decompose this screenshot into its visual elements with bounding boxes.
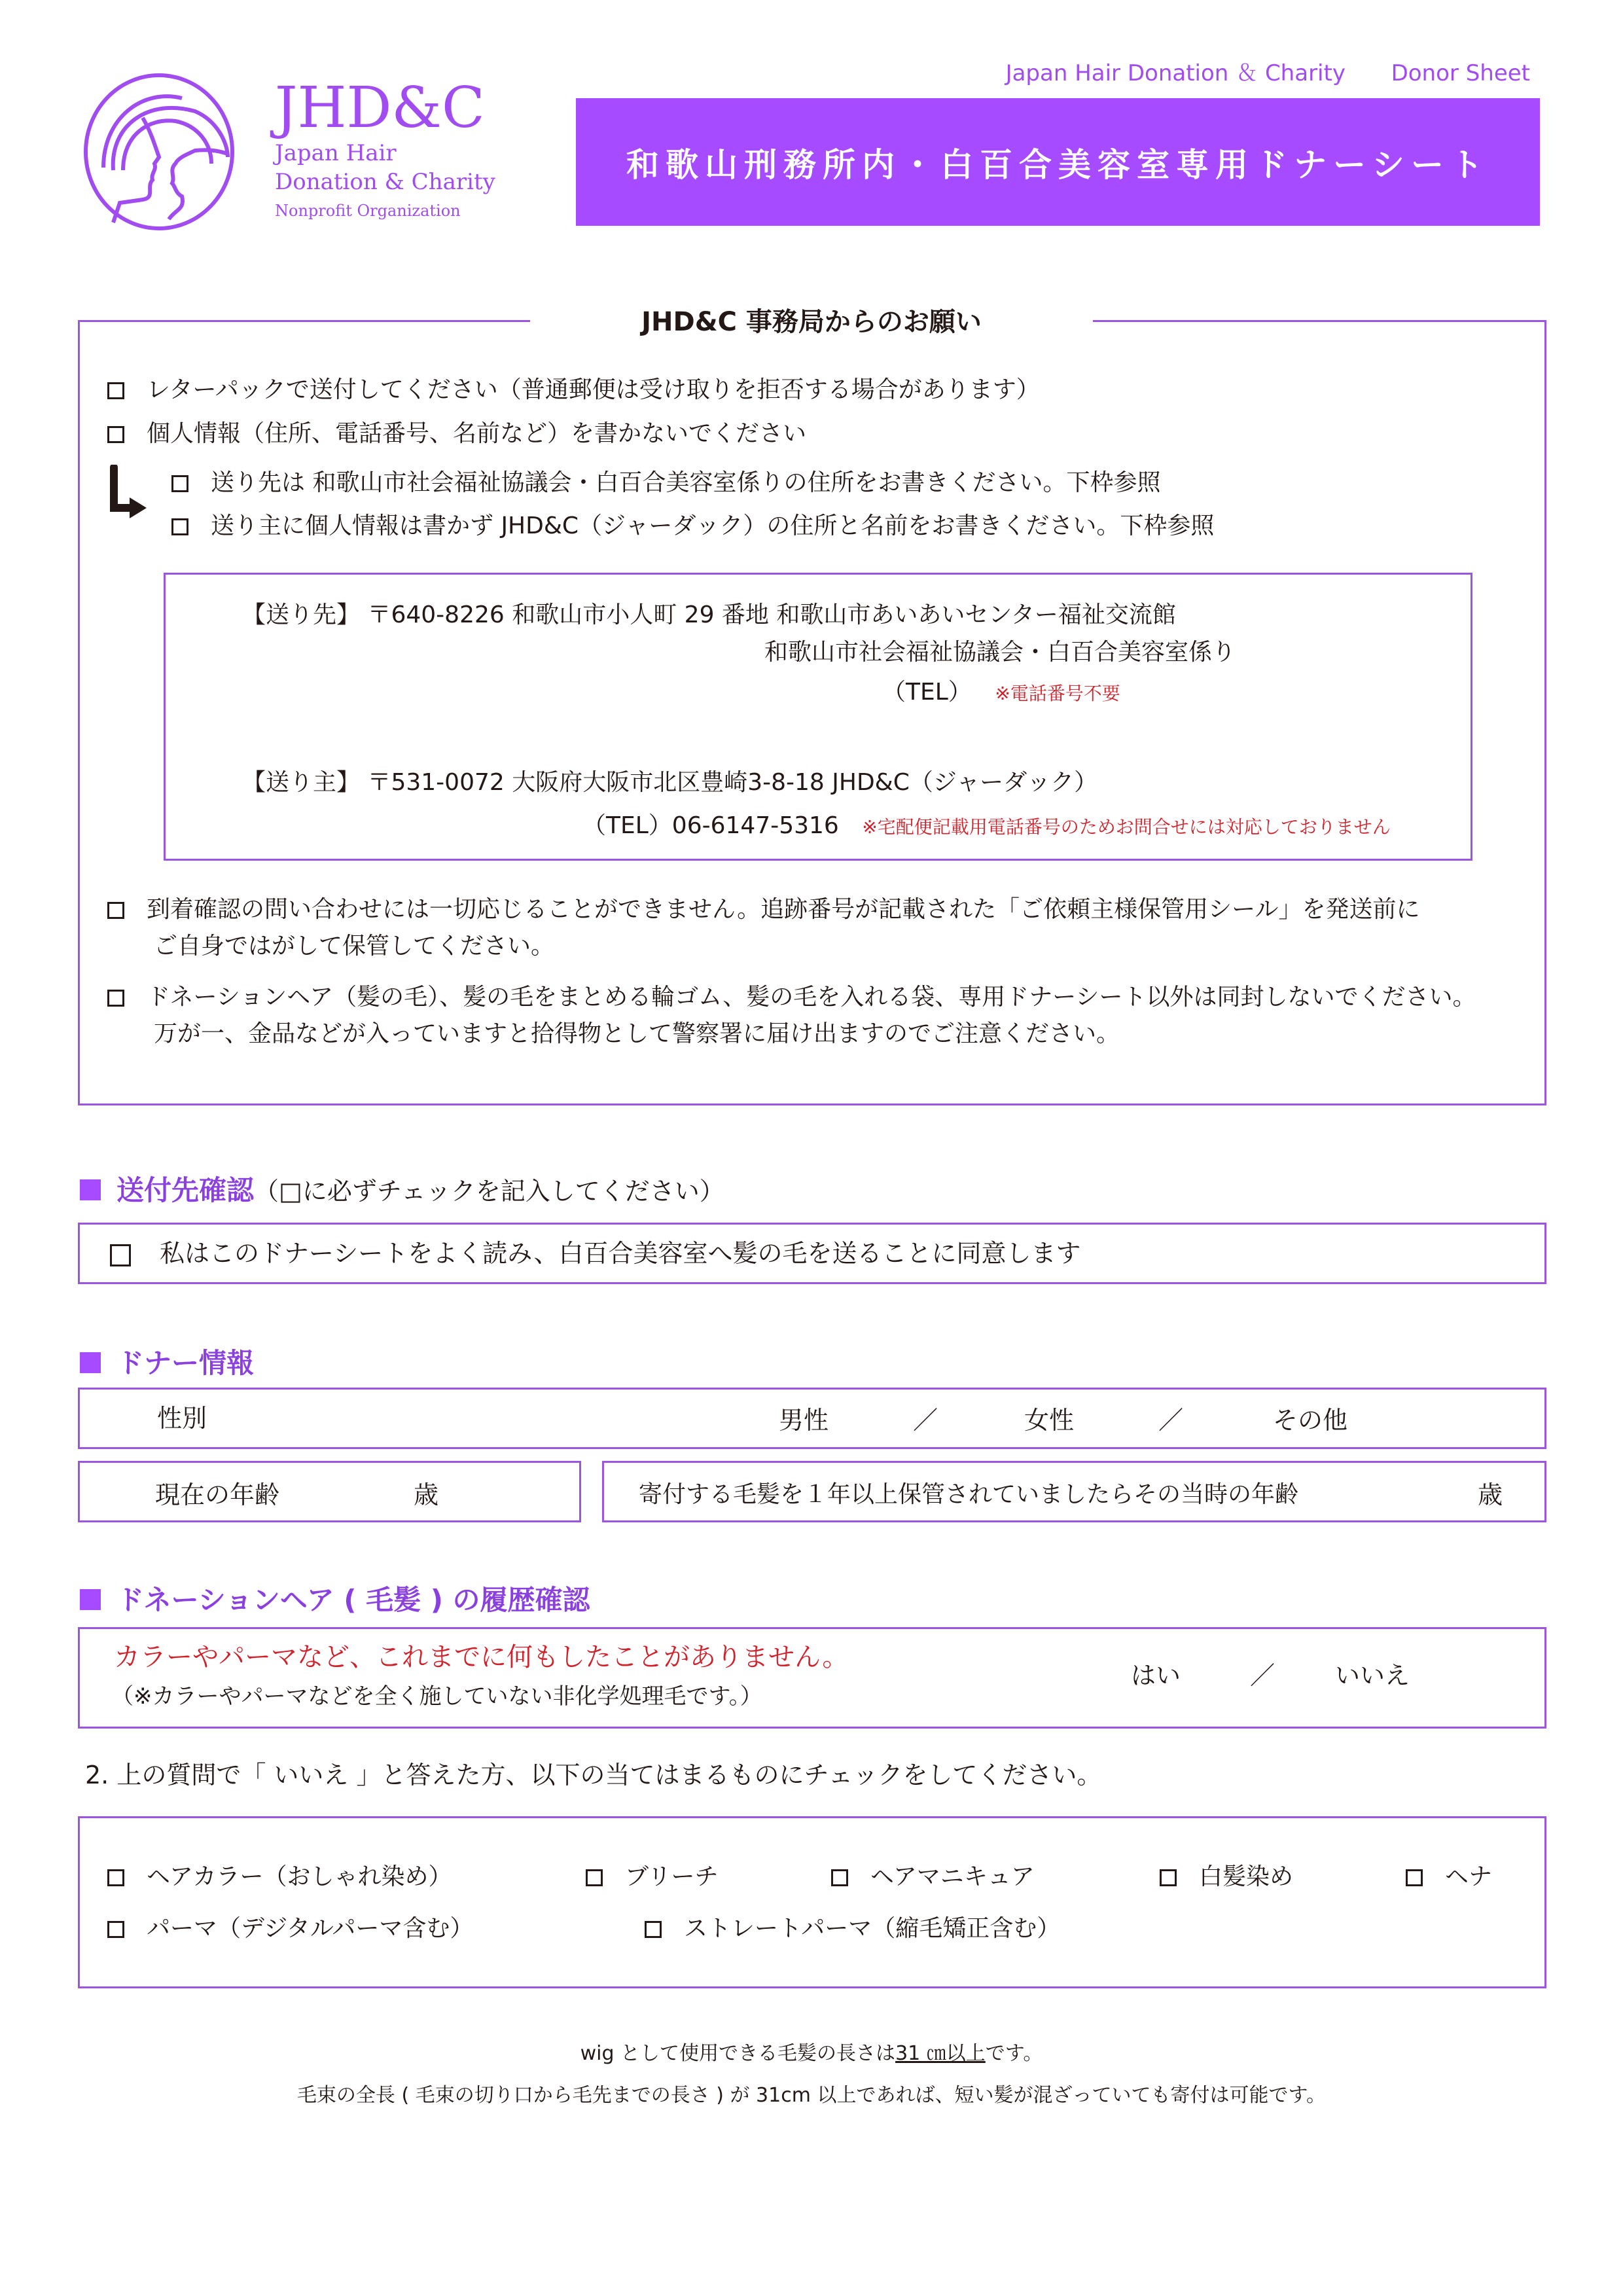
- treatment-options-box: [78, 1816, 1546, 1988]
- from-label: 【送り主】: [242, 769, 361, 796]
- option-hair-color[interactable]: [107, 1863, 452, 1891]
- notice-subitem-1: [171, 469, 1160, 497]
- gender-option-female[interactable]: 女性: [1024, 1406, 1075, 1435]
- logo: [77, 72, 516, 229]
- footer-text: です。: [985, 2042, 1043, 2065]
- option-gray-dye[interactable]: [1160, 1863, 1293, 1891]
- logo-abbr: JHD&C: [275, 75, 485, 141]
- page-title: 和歌山刑務所内・白百合美容室専用ドナーシート: [626, 145, 1489, 184]
- square-bullet-icon: [80, 1352, 101, 1373]
- footer-line-1: [0, 2037, 1623, 2066]
- option-label: ストレートパーマ（縮毛矯正含む）: [684, 1915, 1061, 1942]
- header-tagline: [1006, 55, 1530, 87]
- to-tel-note: ※電話番号不要: [995, 683, 1120, 704]
- option-straight-perm[interactable]: [645, 1914, 1060, 1943]
- notice-item-4-cont: 万が一、金品などが入っていますと拾得物として警察署に届け出ますのでご注意ください。: [154, 1020, 1120, 1047]
- history-separator: ／: [1250, 1661, 1275, 1690]
- checkbox[interactable]: [107, 382, 124, 399]
- option-label: ヘナ: [1445, 1863, 1493, 1890]
- option-label: パーマ（デジタルパーマ含む）: [147, 1915, 474, 1942]
- consent-checkbox-row: [110, 1239, 1081, 1269]
- square-bullet-icon: [80, 1589, 101, 1610]
- to-line1: 〒640-8226 和歌山市小人町 29 番地 和歌山市あいあいセンター福祉交流館: [367, 601, 1176, 628]
- gender-option-other[interactable]: その他: [1273, 1406, 1348, 1435]
- notice-item-text: レターパックで送付してください（普通郵便は受け取りを拒否する場合があります）: [147, 376, 1040, 403]
- gender-option-male[interactable]: 男性: [779, 1406, 829, 1435]
- to-tel: [882, 678, 1120, 706]
- history-heading: [80, 1579, 590, 1618]
- option-label: 白髪染め: [1199, 1863, 1294, 1890]
- footer-line-2: 毛束の全長 ( 毛束の切り口から毛先までの長さ ) が 31cm 以上であれば、短い髪が混ざっていても寄付は可能です。: [296, 2084, 1327, 2107]
- to-label: 【送り先】: [242, 601, 361, 628]
- confirm-title: 送付先確認: [116, 1174, 255, 1206]
- current-age-label: 現在の年齢: [155, 1480, 280, 1509]
- jhdc-logo-icon: [77, 72, 241, 236]
- gender-label: 性別: [157, 1404, 207, 1433]
- logo-line2: Donation & Charity: [275, 169, 495, 195]
- checkbox[interactable]: [107, 990, 124, 1007]
- consent-statement: 私はこのドナーシートをよく読み、白百合美容室へ髪の毛を送ることに同意します: [160, 1239, 1081, 1268]
- history-note: （※カラーやパーマなどを全く施していない非化学処理毛です。）: [111, 1683, 762, 1710]
- option-label: ブリーチ: [625, 1863, 719, 1890]
- notice-item-text: ドネーションヘア（髪の毛）、髪の毛をまとめる輪ゴム、髪の毛を入れる袋、専用ドナーシート以外は同封しないでください。: [147, 984, 1476, 1011]
- from-line1: 〒531-0072 大阪府大阪市北区豊崎3-8-18 JHD&C（ジャーダック）: [367, 769, 1098, 796]
- option-hair-manicure[interactable]: [831, 1863, 1035, 1891]
- from-tel-number: （TEL）06-6147-5316: [582, 812, 839, 839]
- checkbox[interactable]: [107, 902, 124, 919]
- checkbox[interactable]: [107, 426, 124, 443]
- checkbox[interactable]: [1160, 1869, 1177, 1886]
- option-henna[interactable]: [1406, 1863, 1492, 1891]
- history-title: ドネーションヘア ( 毛髪 ) の履歴確認: [116, 1584, 590, 1616]
- consent-checkbox[interactable]: [110, 1244, 131, 1266]
- current-age-box[interactable]: [78, 1461, 581, 1522]
- checkbox[interactable]: [171, 475, 188, 492]
- stored-age-label: 寄付する毛髪を１年以上保管されていましたらその当時の年齢: [639, 1481, 1299, 1508]
- notice-item-3: [107, 895, 1419, 924]
- current-age-unit: 歳: [414, 1480, 439, 1509]
- arrow-turn-right-icon: [109, 465, 148, 524]
- to-tel-label: （TEL）: [882, 679, 972, 706]
- checkbox[interactable]: [586, 1869, 603, 1886]
- title-banner: [576, 98, 1540, 226]
- checkbox[interactable]: [171, 518, 188, 535]
- from-address-line1: [242, 768, 1097, 797]
- notice-title-text: JHD&C 事務局からのお願い: [641, 307, 982, 337]
- notice-item-text: 個人情報（住所、電話番号、名前など）を書かないでください: [147, 420, 807, 447]
- donor-title: ドナー情報: [116, 1347, 255, 1379]
- notice-subitem-2: [171, 512, 1214, 540]
- notice-title: [530, 301, 1093, 338]
- footer-length-emphasis: 31 ㎝以上: [895, 2042, 986, 2065]
- notice-item-1: [107, 376, 1040, 404]
- notice-item-2: [107, 420, 806, 448]
- square-bullet-icon: [80, 1179, 101, 1200]
- donor-sheet-label: Donor Sheet: [1391, 60, 1530, 86]
- option-label: ヘアカラー（おしゃれ染め）: [147, 1863, 452, 1890]
- from-tel-note: ※宅配便記載用電話番号のためお問合せには対応しておりません: [862, 816, 1391, 838]
- confirm-subtitle: （□に必ずチェックを記入してください）: [254, 1177, 724, 1206]
- checkbox[interactable]: [107, 1869, 124, 1886]
- notice-subitem-text: 送り先は 和歌山市社会福祉協議会・白百合美容室係りの住所をお書きください。下枠参照: [211, 469, 1161, 496]
- option-label: ヘアマニキュア: [870, 1863, 1035, 1890]
- gender-separator: ／: [913, 1406, 938, 1435]
- confirm-heading: [80, 1169, 724, 1208]
- gender-separator: ／: [1158, 1406, 1184, 1435]
- option-perm[interactable]: [107, 1914, 473, 1943]
- to-address-line2: 和歌山市社会福祉協議会・白百合美容室係り: [764, 639, 1236, 666]
- notice-item-4: [107, 983, 1476, 1011]
- notice-item-3-cont: ご自身ではがして保管してください。: [154, 933, 555, 960]
- notice-subitem-text: 送り主に個人情報は書かず JHD&C（ジャーダック）の住所と名前をお書きください。下枠参照: [211, 512, 1215, 539]
- donor-heading: [80, 1342, 254, 1381]
- option-bleach[interactable]: [586, 1863, 719, 1891]
- tagline-text: Japan Hair Donation ＆ Charity: [1005, 60, 1346, 86]
- logo-line1: Japan Hair: [275, 140, 397, 166]
- checkbox[interactable]: [1406, 1869, 1423, 1886]
- footer-text: wig として使用できる毛髪の長さは: [580, 2042, 896, 2065]
- checkbox[interactable]: [831, 1869, 848, 1886]
- history-answer-yes[interactable]: はい: [1131, 1661, 1181, 1690]
- checkbox[interactable]: [645, 1921, 662, 1938]
- history-question: カラーやパーマなど、これまでに何もしたことがありません。: [114, 1642, 849, 1672]
- checkbox[interactable]: [107, 1921, 124, 1938]
- from-tel: [582, 812, 1391, 840]
- to-address-line1: [242, 601, 1176, 629]
- history-answer-no[interactable]: いいえ: [1335, 1661, 1410, 1690]
- logo-line3: Nonprofit Organization: [275, 202, 461, 220]
- notice-item-text: 到着確認の問い合わせには一切応じることができません。追跡番号が記載された「ご依頼主様保管用シール」を発送前に: [147, 896, 1420, 923]
- followup-question: 2. 上の質問で「 いいえ 」と答えた方、以下の当てはまるものにチェックをしてください。: [85, 1761, 1102, 1789]
- stored-age-unit: 歳: [1478, 1480, 1503, 1509]
